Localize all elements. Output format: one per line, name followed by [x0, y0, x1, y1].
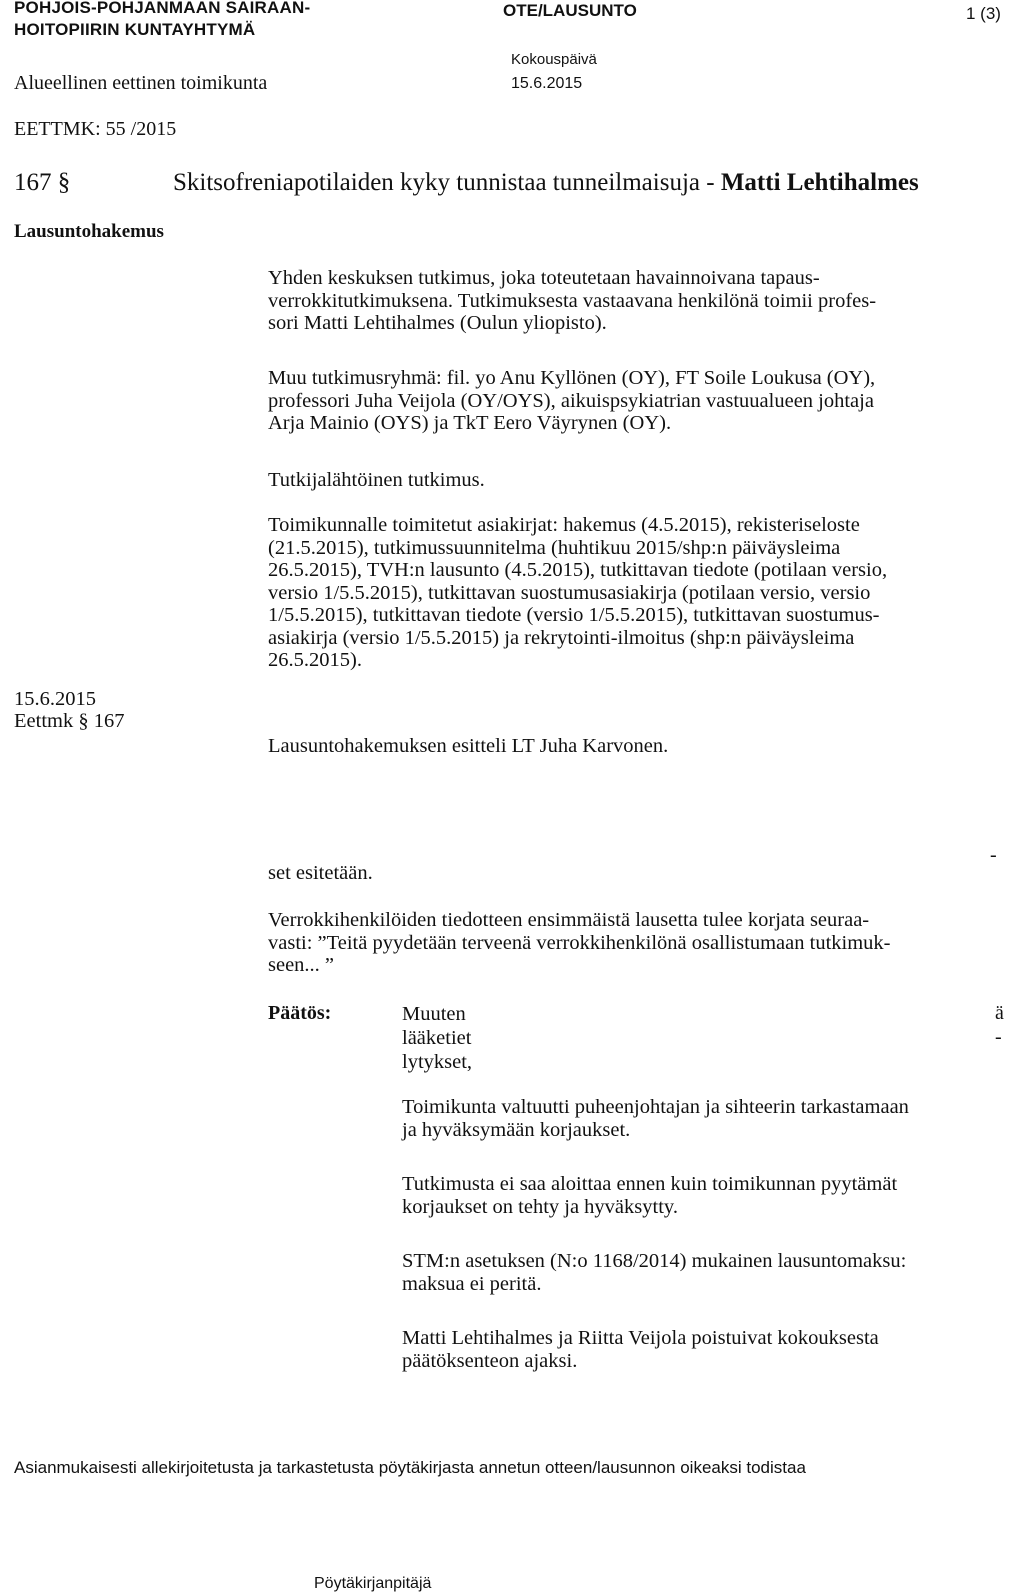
paragraph-correction: [268, 909, 1008, 977]
text-line: asiakirja (versio 1/5.5.2015) ja rekrytointi-ilmoitus (shp:n päiväysleima: [268, 626, 855, 649]
certification-statement: Asianmukaisesti allekirjoitetusta ja tarkastetusta pöytäkirjasta annetun otteen/lausunnon oikeaksi todistaa: [14, 1458, 806, 1477]
meeting-date-label: Kokouspäivä: [511, 51, 597, 68]
text-line: 26.5.2015).: [268, 649, 362, 671]
paragraph-study-type: Tutkijalähtöinen tutkimus.: [268, 469, 485, 491]
decision-paragraph-recusal: [402, 1327, 1012, 1372]
side-date: 15.6.2015: [14, 688, 96, 710]
paragraph-fragment: set esitetään.: [268, 862, 373, 884]
paragraph-study-description: [268, 267, 1008, 335]
decision-margin-dash: -: [995, 1026, 1002, 1048]
text-line: Toimikunnalle toimitetut asiakirjat: hakemus (4.5.2015), rekisteriseloste: [268, 514, 860, 536]
decision-label: Päätös:: [268, 1002, 332, 1024]
section-title: [173, 169, 919, 197]
text-line: Muuten: [402, 1003, 466, 1025]
text-line: ja hyväksymään korjaukset.: [402, 1118, 631, 1141]
text-line: (21.5.2015), tutkimussuunnitelma (huhtikuu 2015/shp:n päiväysleima: [268, 536, 841, 559]
text-line: Verrokkihenkilöiden tiedotteen ensimmäistä lausetta tulee korjata seuraa-: [268, 909, 870, 931]
signer-title: Pöytäkirjanpitäjä: [314, 1575, 432, 1592]
text-line: Matti Lehtihalmes ja Riitta Veijola poistuivat kokouksesta: [402, 1327, 879, 1349]
text-line: sori Matti Lehtihalmes (Oulun yliopisto).: [268, 312, 607, 334]
text-line: seen... ”: [268, 954, 335, 976]
decision-margin-letter: ä: [995, 1002, 1004, 1024]
decision-paragraph-authorization: [402, 1096, 1012, 1141]
text-line: 26.5.2015), TVH:n lausunto (4.5.2015), tutkittavan tiedote (potilaan versio,: [268, 559, 888, 581]
section-title-researcher: Matti Lehtihalmes: [720, 169, 919, 196]
text-line: Toimikunta valtuutti puheenjohtajan ja sihteerin tarkastamaan: [402, 1096, 909, 1118]
text-line: professori Juha Veijola (OY/OYS), aikuispsykiatrian vastuualueen johtaja: [268, 389, 874, 412]
text-line: Muu tutkimusryhmä: fil. yo Anu Kyllönen (OY), FT Soile Loukusa (OY),: [268, 367, 876, 389]
text-line: 1/5.5.2015), tutkittavan tiedote (versio 1/5.5.2015), tutkittavan suostumus-: [268, 604, 880, 626]
page-number: 1 (3): [966, 4, 1001, 23]
document-type: OTE/LAUSUNTO: [503, 1, 637, 20]
paragraph-research-group: [268, 367, 1008, 435]
text-line: Yhden keskuksen tutkimus, joka toteutetaan havainnoivana tapaus-: [268, 267, 820, 289]
paragraph-presenter: Lausuntohakemuksen esitteli LT Juha Karvonen.: [268, 735, 669, 757]
organization-name: [14, 0, 310, 41]
text-line: lytykset,: [402, 1051, 473, 1073]
reference-number: EETTMK: 55 /2015: [14, 118, 177, 140]
side-reference: Eettmk § 167: [14, 710, 125, 732]
text-line: Arja Mainio (OYS) ja TkT Eero Väyrynen (OY).: [268, 412, 672, 434]
meeting-date: 15.6.2015: [511, 75, 583, 92]
text-line: päätöksenteon ajaksi.: [402, 1349, 578, 1372]
organization-line: HOITOPIIRIN KUNTAYHTYMÄ: [14, 20, 256, 39]
committee-name: Alueellinen eettinen toimikunta: [14, 72, 268, 94]
text-line: versio 1/5.5.2015), tutkittavan suostumusasiakirja (potilaan versio, versio: [268, 581, 871, 604]
decision-fragment: [402, 1002, 472, 1074]
text-line: verrokkitutkimuksena. Tutkimuksesta vastaavana henkilönä toimii profes-: [268, 289, 877, 312]
application-label: Lausuntohakemus: [14, 221, 164, 242]
section-number: 167 §: [14, 169, 71, 196]
text-line: korjaukset on tehty ja hyväksytty.: [402, 1195, 678, 1218]
text-line: Tutkimusta ei saa aloittaa ennen kuin toimikunnan pyytämät: [402, 1173, 898, 1195]
text-line: lääketiet: [402, 1027, 472, 1049]
margin-dash: -: [990, 844, 997, 866]
text-line: STM:n asetuksen (N:o 1168/2014) mukainen lausuntomaksu:: [402, 1250, 907, 1272]
section-title-text: Skitsofreniapotilaiden kyky tunnistaa tunneilmaisuja -: [173, 169, 721, 196]
paragraph-documents: [268, 514, 1008, 672]
text-line: vasti: ”Teitä pyydetään terveenä verrokkihenkilönä osallistumaan tutkimuk-: [268, 931, 891, 954]
text-line: maksua ei peritä.: [402, 1272, 542, 1295]
organization-line: POHJOIS-POHJANMAAN SAIRAAN-: [14, 0, 311, 17]
decision-paragraph-fee: [402, 1250, 1012, 1295]
decision-paragraph-start-condition: [402, 1173, 1012, 1218]
